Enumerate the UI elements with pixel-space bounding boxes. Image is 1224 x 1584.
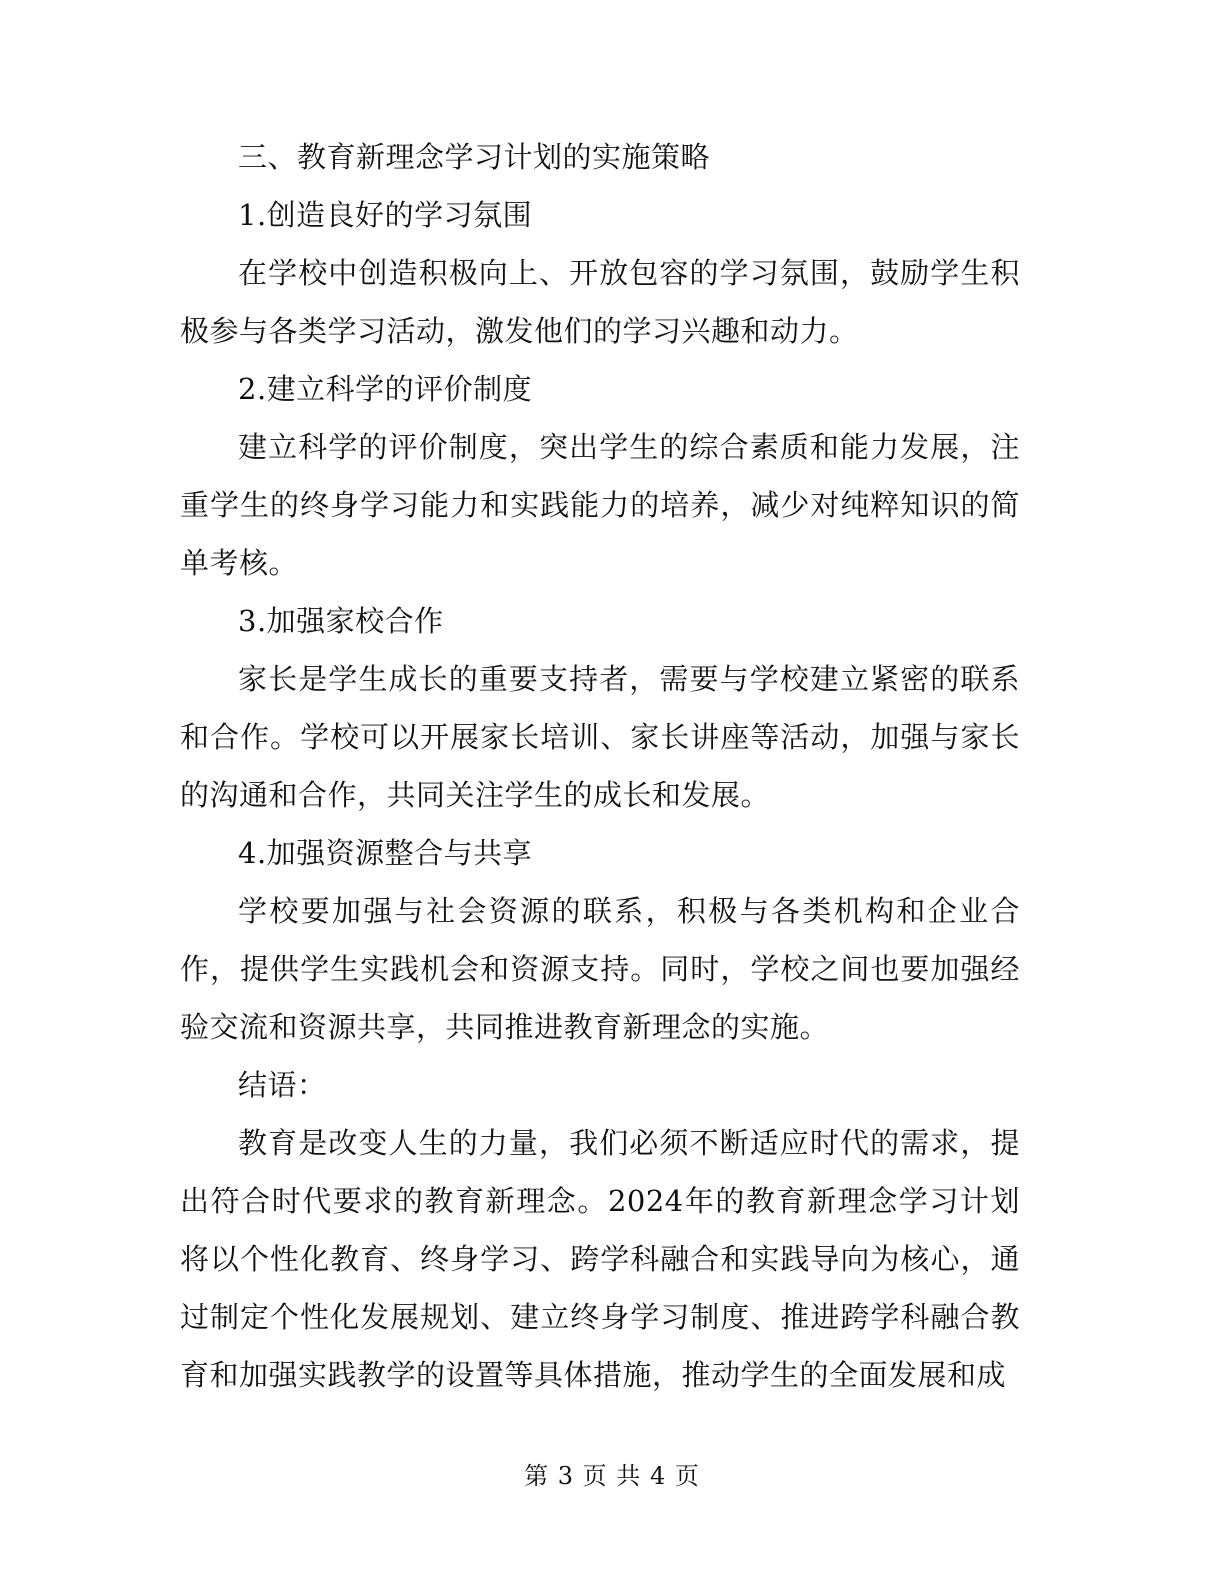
conclusion-heading: 结语： xyxy=(238,1068,327,1102)
paragraph-1: 在学校中创造积极向上、开放包容的学习氛围，鼓励学生积极参与各类学习活动，激发他们的学习兴趣和动力。 xyxy=(180,256,1020,348)
paragraph-4: 学校要加强与社会资源的联系，积极与各类机构和企业合作，提供学生实践机会和资源支持。同时，学校之间也要加强经验交流和资源共享，共同推进教育新理念的实施。 xyxy=(180,894,1020,1044)
paragraph-3: 家长是学生成长的重要支持者，需要与学校建立紧密的联系和合作。学校可以开展家长培训、家长讲座等活动，加强与家长的沟通和合作，共同关注学生的成长和发展。 xyxy=(180,662,1020,812)
subheading-2: 2.建立科学的评价制度 xyxy=(238,372,533,406)
subheading-1: 1.创造良好的学习氛围 xyxy=(238,198,533,232)
paragraph-2: 建立科学的评价制度，突出学生的综合素质和能力发展，注重学生的终身学习能力和实践能力的培养，减少对纯粹知识的简单考核。 xyxy=(180,430,1020,580)
document-body xyxy=(180,128,1020,1404)
conclusion-paragraph: 教育是改变人生的力量，我们必须不断适应时代的需求，提出符合时代要求的教育新理念。2024年的教育新理念学习计划将以个性化教育、终身学习、跨学科融合和实践导向为核心，通过制定个性化发展规划、建立终身学习制度、推进跨学科融合教育和加强实践教学的设置等具体措施，推动学生的全面发展和成 xyxy=(180,1126,1020,1392)
subheading-3: 3.加强家校合作 xyxy=(238,604,444,638)
page-footer: 第 3 页 共 4 页 xyxy=(524,1462,700,1490)
subheading-4: 4.加强资源整合与共享 xyxy=(238,836,533,870)
section-heading: 三、教育新理念学习计划的实施策略 xyxy=(238,140,711,174)
